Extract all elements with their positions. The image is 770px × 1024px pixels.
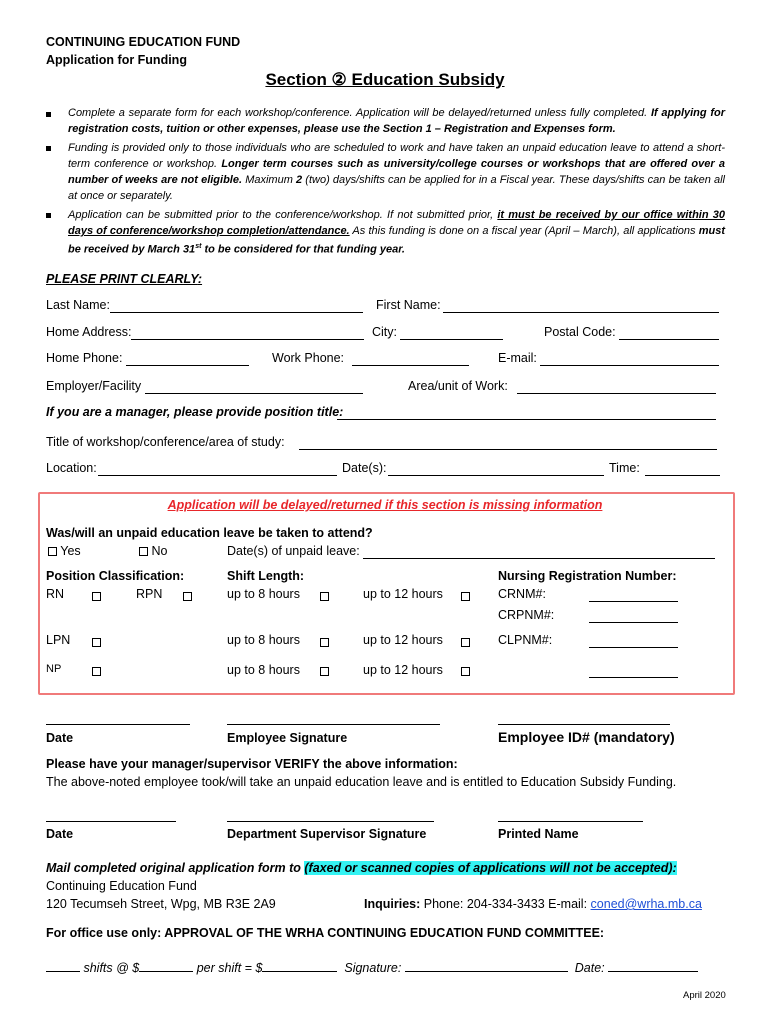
lpn-label: LPN bbox=[46, 633, 71, 647]
bullet-icon bbox=[46, 213, 51, 218]
verify-instruction: Please have your manager/supervisor VERIFY the above information: bbox=[46, 757, 458, 771]
supervisor-signature-caption: Department Supervisor Signature bbox=[227, 827, 427, 841]
section-title: Section ② Education Subsidy bbox=[265, 70, 505, 89]
crpnm-field[interactable] bbox=[589, 610, 678, 623]
location-field[interactable] bbox=[98, 463, 337, 476]
no-option[interactable]: No bbox=[137, 544, 167, 558]
printed-name-caption: Printed Name bbox=[498, 827, 579, 841]
employee-signature-caption: Employee Signature bbox=[227, 731, 348, 745]
postal-code-field[interactable] bbox=[619, 327, 719, 340]
np-up8-checkbox[interactable] bbox=[320, 667, 329, 676]
lpn-up12-checkbox[interactable] bbox=[461, 638, 470, 647]
email-field[interactable] bbox=[540, 353, 719, 366]
time-field[interactable] bbox=[645, 463, 720, 476]
lpn-up8-checkbox[interactable] bbox=[320, 638, 329, 647]
clpnm-field[interactable] bbox=[589, 635, 678, 648]
rpn-checkbox[interactable] bbox=[183, 592, 192, 601]
position-class-header: Position Classification: bbox=[46, 569, 185, 583]
fund-name: Continuing Education Fund bbox=[46, 879, 197, 893]
home-address-label: Home Address: bbox=[46, 325, 132, 339]
city-label: City: bbox=[372, 325, 397, 339]
nursing-reg-header: Nursing Registration Number: bbox=[498, 569, 677, 583]
np-up8-label: up to 8 hours bbox=[227, 663, 300, 677]
crpnm-label: CRPNM#: bbox=[498, 608, 555, 622]
revision-date: April 2020 bbox=[683, 990, 726, 1001]
employee-id-caption: Employee ID# (mandatory) bbox=[498, 729, 675, 745]
rn-checkbox[interactable] bbox=[92, 592, 101, 601]
inquiries: Inquiries: Phone: 204-334-3433 E-mail: coned@wrha.mb.ca bbox=[364, 897, 702, 911]
city-field[interactable] bbox=[400, 327, 503, 340]
printed-name-line[interactable] bbox=[498, 821, 643, 822]
email-link[interactable]: coned@wrha.mb.ca bbox=[590, 897, 702, 911]
home-phone-field[interactable] bbox=[126, 353, 249, 366]
leave-dates-label: Date(s) of unpaid leave: bbox=[227, 544, 360, 558]
lpn-checkbox[interactable] bbox=[92, 638, 101, 647]
workshop-title-field[interactable] bbox=[299, 437, 717, 450]
date-signature-line[interactable] bbox=[46, 724, 190, 725]
lpn-up12-label: up to 12 hours bbox=[363, 633, 443, 647]
work-phone-field[interactable] bbox=[352, 353, 469, 366]
home-address-field[interactable] bbox=[131, 327, 364, 340]
employer-field[interactable] bbox=[145, 381, 363, 394]
leave-dates-field[interactable] bbox=[363, 546, 715, 559]
work-phone-label: Work Phone: bbox=[272, 351, 345, 365]
last-name-label: Last Name: bbox=[46, 298, 110, 312]
np-checkbox[interactable] bbox=[92, 667, 101, 676]
rn-up12-checkbox[interactable] bbox=[461, 592, 470, 601]
rpn-label: RPN bbox=[136, 587, 163, 601]
rate-field[interactable] bbox=[139, 959, 193, 972]
first-name-label: First Name: bbox=[376, 298, 441, 312]
mailing-address: 120 Tecumseh Street, Wpg, MB R3E 2A9 bbox=[46, 897, 276, 911]
shifts-count-field[interactable] bbox=[46, 959, 80, 972]
manager-position-label: If you are a manager, please provide position title: bbox=[46, 405, 344, 419]
clpnm-label: CLPNM#: bbox=[498, 633, 553, 647]
supervisor-signature-line[interactable] bbox=[227, 821, 434, 822]
dates-label: Date(s): bbox=[342, 461, 387, 475]
postal-code-label: Postal Code: bbox=[544, 325, 616, 339]
bullet-1: Complete a separate form for each workshop/conference. Application will be delayed/returned unless fully completed. If applying for registration costs, tuition or other expenses, please use the Section 1 – Registration and Expenses form. bbox=[68, 107, 725, 135]
mail-instruction: Mail completed original application form to (faxed or scanned copies of applications will not be accepted): bbox=[46, 861, 677, 875]
lpn-up8-label: up to 8 hours bbox=[227, 633, 300, 647]
location-label: Location: bbox=[46, 461, 97, 475]
unpaid-leave-question: Was/will an unpaid education leave be taken to attend? bbox=[46, 526, 373, 540]
print-clearly: PLEASE PRINT CLEARLY: bbox=[46, 272, 203, 286]
bullet-3: Application can be submitted prior to the conference/workshop. If not submitted prior, it must be received by our office within 30 days of conference/workshop completion/attendance. As this funding is done on a fiscal year (April – March), all applications must be received by March 31st to be considered for that funding year. bbox=[68, 209, 726, 256]
employee-id-line[interactable] bbox=[498, 724, 670, 725]
last-name-field[interactable] bbox=[110, 300, 363, 313]
supervisor-date-caption: Date bbox=[46, 827, 74, 841]
area-unit-label: Area/unit of Work: bbox=[408, 379, 508, 393]
time-label: Time: bbox=[609, 461, 640, 475]
office-calc-row: shifts @ $ per shift = $ Signature: Date: bbox=[46, 959, 698, 975]
np-up12-label: up to 12 hours bbox=[363, 663, 443, 677]
fax-warning-highlight: (faxed or scanned copies of applications will not be accepted): bbox=[304, 861, 677, 875]
first-name-field[interactable] bbox=[443, 300, 719, 313]
crnm-field[interactable] bbox=[589, 589, 678, 602]
workshop-title-label: Title of workshop/conference/area of study: bbox=[46, 435, 285, 449]
manager-position-field[interactable] bbox=[337, 407, 716, 420]
total-field[interactable] bbox=[262, 959, 337, 972]
form-subtitle: Application for Funding bbox=[46, 53, 187, 67]
employer-label: Employer/Facility bbox=[46, 379, 142, 393]
yes-option[interactable]: Yes bbox=[46, 544, 81, 558]
employee-signature-line[interactable] bbox=[227, 724, 440, 725]
rn-up8-checkbox[interactable] bbox=[320, 592, 329, 601]
np-reg-field[interactable] bbox=[589, 665, 678, 678]
home-phone-label: Home Phone: bbox=[46, 351, 123, 365]
bullet-2: Funding is provided only to those individuals who are scheduled to work and have taken an unpaid education leave to attend a short-term conference or workshop. Longer term courses such as university/college courses or workshops that are offered over a number of weeks are not eligible. Maximum 2 (two) days/shifts can be applied for in a Fiscal year. These days/shifts can be taken all at once or separately. bbox=[68, 142, 725, 202]
np-up12-checkbox[interactable] bbox=[461, 667, 470, 676]
rn-up12-label: up to 12 hours bbox=[363, 587, 443, 601]
dates-field[interactable] bbox=[388, 463, 604, 476]
shift-length-header: Shift Length: bbox=[227, 569, 305, 583]
bullet-icon bbox=[46, 112, 51, 117]
rn-up8-label: up to 8 hours bbox=[227, 587, 300, 601]
office-date-field[interactable] bbox=[608, 959, 698, 972]
checkbox[interactable] bbox=[48, 547, 57, 556]
supervisor-date-line[interactable] bbox=[46, 821, 176, 822]
office-signature-field[interactable] bbox=[405, 959, 568, 972]
email-label: E-mail: bbox=[498, 351, 537, 365]
bullet-icon bbox=[46, 146, 51, 151]
crnm-label: CRNM#: bbox=[498, 587, 546, 601]
checkbox[interactable] bbox=[139, 547, 148, 556]
office-use-label: For office use only: APPROVAL OF THE WRHA CONTINUING EDUCATION FUND COMMITTEE: bbox=[46, 926, 605, 940]
missing-info-warning: Application will be delayed/returned if this section is missing information bbox=[167, 498, 603, 512]
rn-label: RN bbox=[46, 587, 65, 601]
org-name: CONTINUING EDUCATION FUND bbox=[46, 35, 241, 49]
date-caption: Date bbox=[46, 731, 74, 745]
area-unit-field[interactable] bbox=[517, 381, 716, 394]
np-label: NP bbox=[46, 663, 62, 675]
entitlement-statement: The above-noted employee took/will take an unpaid education leave and is entitled to Education Subsidy Funding. bbox=[46, 775, 677, 789]
